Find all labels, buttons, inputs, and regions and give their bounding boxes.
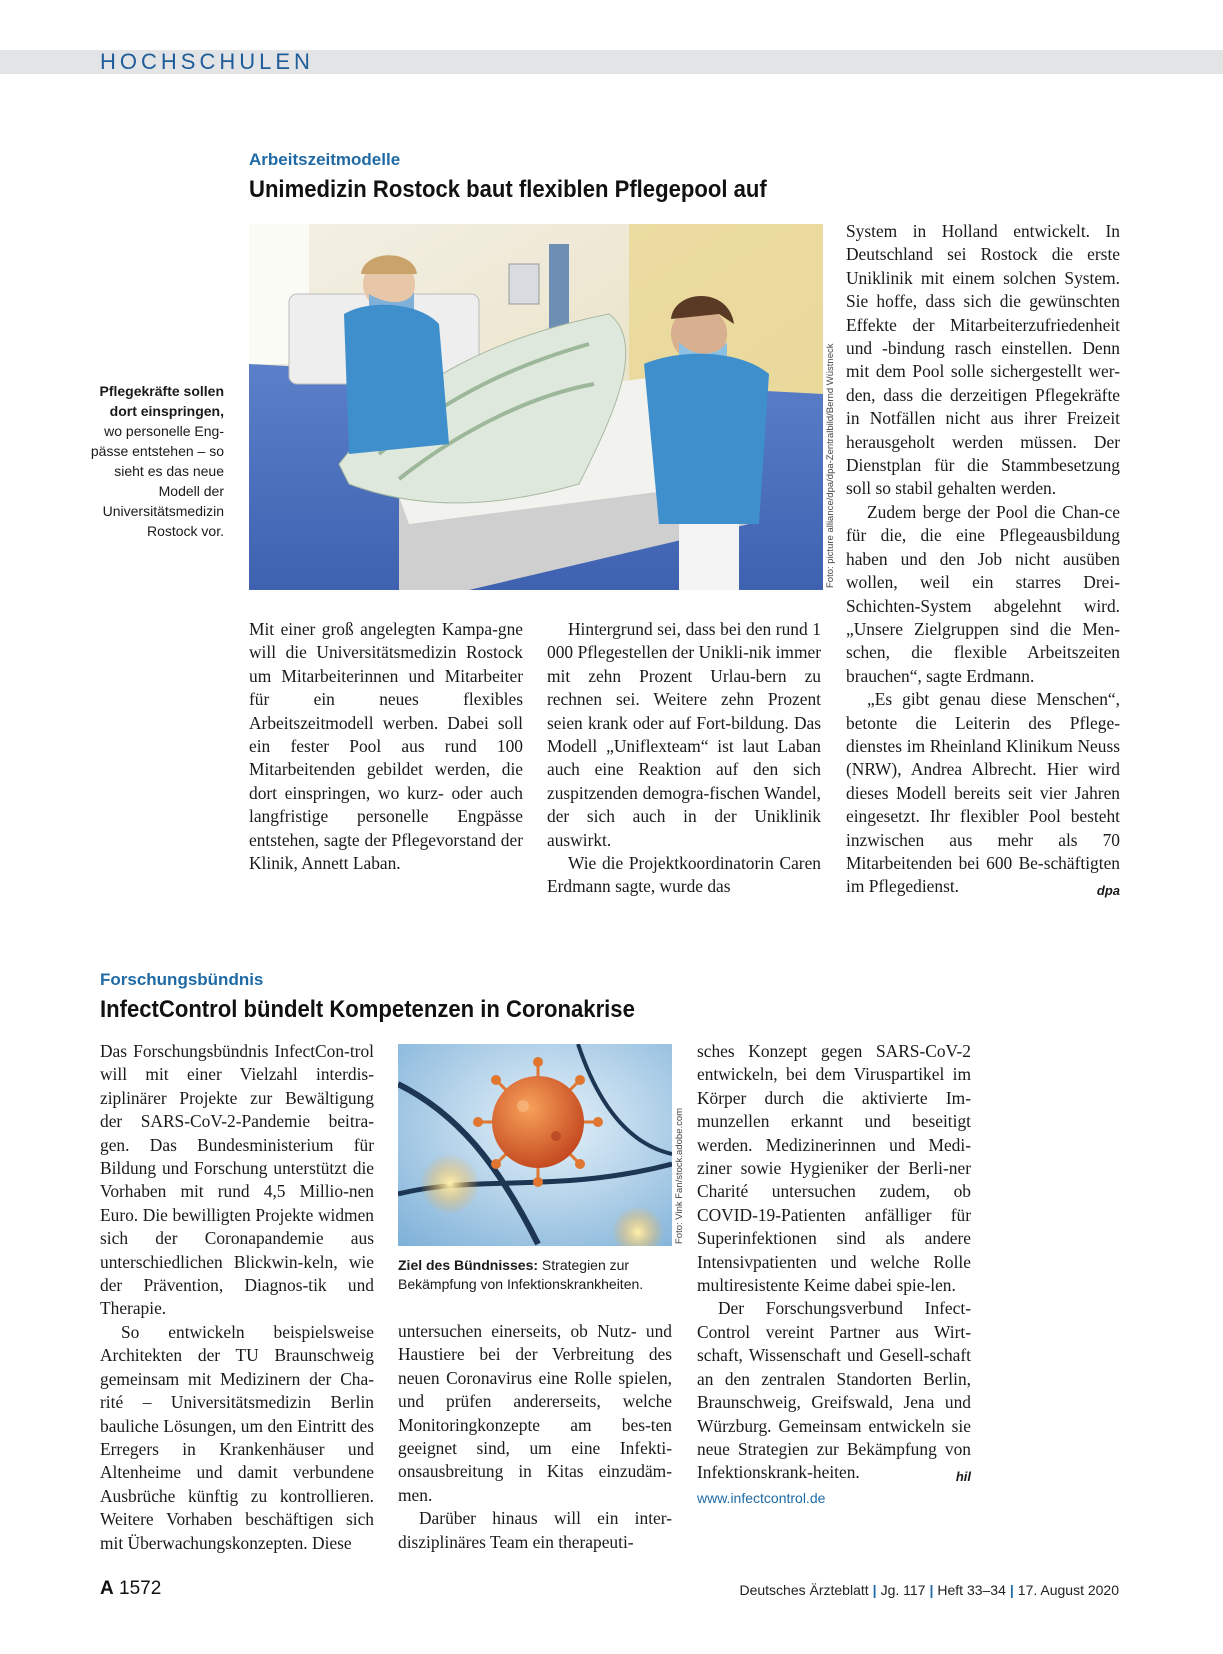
journal-date: 17. August 2020 bbox=[1017, 1582, 1119, 1598]
article1-title: Unimedizin Rostock baut flexiblen Pflegepool auf bbox=[249, 176, 767, 203]
paragraph: System in Holland entwickelt. In Deutschland sei Rostock die erste Uniklinik mit einem solchen System. Sie hoffe, dass sich die gewünschten Effekte der Mitarbeiterzufriedenheit und -bindung rasch einstellen. Denn mit dem Pool solle sichergestellt wer-den, dass die derzeitigen Pflegekräfte in Notfällen nicht aus ihrer Freizeit herausgeholt werden müssen. Der Dienstplan für die Stammbesetzung soll so stabil gehalten werden. bbox=[846, 221, 1120, 499]
article2-photo-caption bbox=[398, 1256, 672, 1294]
page-number bbox=[100, 1578, 161, 1600]
nurses-photo-illustration bbox=[249, 224, 823, 590]
paragraph: Das Forschungsbündnis InfectCon-trol will mit einer Vielzahl interdis-ziplinärer Projekte zur Bewältigung der SARS-CoV-2-Pandemie beitra-gen. Das Bundesministerium für Bildung und Forschung unterstützt die Vorhaben mit rund 4,5 Millio-nen Euro. Die bewilligten Projekte widmen sich der Coronapandemie aus unterschiedlichen Blickwin-keln, wie der Prävention, Diagnos-tik und Therapie. bbox=[100, 1041, 374, 1319]
article1-photo-credit: Foto: picture alliance/dpa/dpa-Zentralbild/Bernd Wüstneck bbox=[825, 343, 836, 588]
caption-text: Strategien zur Bekämpfung von Infektionskrankheiten. bbox=[398, 1257, 644, 1292]
article1-column-1 bbox=[249, 618, 523, 875]
article1-column-2 bbox=[547, 618, 821, 899]
article2-photo-credit: Foto: Vink Fan/stock.adobe.com bbox=[674, 1107, 685, 1244]
article2-column-2 bbox=[398, 1320, 672, 1554]
paragraph: sches Konzept gegen SARS-CoV-2 entwickeln, bei dem Viruspartikel im Körper durch die aktivierte Im-munzellen erkannt und beseitigt werden. Medizinerinnen und Medi-ziner sowie Hygieniker der Berli-ner Charité untersuchen zudem, ob COVID-19-Patienten anfälliger für Superinfektionen sind als andere Intensivpatienten und welche Rolle multiresistente Keime dabei spie-len. bbox=[697, 1041, 971, 1296]
section-label: HOCHSCHULEN bbox=[100, 49, 314, 74]
paragraph: Darüber hinaus will ein inter-disziplinäres Team ein therapeuti- bbox=[398, 1508, 672, 1552]
paragraph: Wie die Projektkoordinatorin Caren Erdmann sagte, wurde das bbox=[547, 853, 821, 897]
article1-photo-caption bbox=[90, 381, 224, 541]
article2-column-1 bbox=[100, 1040, 374, 1555]
virus-photo-illustration bbox=[398, 1044, 672, 1246]
article2-kicker: Forschungsbündnis bbox=[100, 970, 264, 989]
article2-title: InfectControl bündelt Kompetenzen in Coronakrise bbox=[100, 996, 635, 1023]
infectcontrol-link[interactable]: www.infectcontrol.de bbox=[697, 1489, 826, 1506]
article1-kicker: Arbeitszeitmodelle bbox=[249, 150, 401, 169]
paragraph: So entwickeln beispielsweise Architekten der TU Braunschweig gemeinsam mit Medizinern der Cha-rité – Universitätsmedizin Berlin bauliche Lösungen, um den Eintritt des Erregers in Krankenhäuser und Altenheime und damit verbundene Ausbrüche künftig zu kontrollieren. Weitere Vorhaben beschäftigen sich mit Überwachungskonzepten. Diese bbox=[100, 1321, 374, 1553]
nurses-photo bbox=[249, 224, 823, 590]
article1-column-3 bbox=[846, 220, 1120, 903]
article1-signature: dpa bbox=[1096, 883, 1120, 899]
paragraph bbox=[697, 1297, 971, 1484]
caption-bold: Ziel des Bündnisses: bbox=[398, 1257, 539, 1273]
journal-volume: Jg. 117 bbox=[880, 1582, 926, 1598]
paragraph: Hintergrund sei, dass bei den rund 1 000 Pflegestellen der Unikli-nik immer mit zehn Prozent Urlau-bern zu rechnen sei. Weitere zehn Prozent seien krank oder auf Fort-bildung. Das Modell „Uniflexteam“ ist laut Laban auch eine Reaktion auf den sich zuspitzenden demogra-fischen Wandel, der sich auch in der Uniklinik auswirkt. bbox=[547, 619, 821, 850]
journal-name: Deutsches Ärzteblatt bbox=[739, 1582, 869, 1598]
journal-issue: Heft 33–34 bbox=[937, 1582, 1006, 1598]
paragraph-text: „Es gibt genau diese Menschen“, betonte die Leiterin des Pflege-dienstes im Rheinland Klinikum Neuss (NRW), Andrea Albrecht. Hier wird dieses Modell bereits seit vier Jahren eingesetzt. Ihr flexibler Pool besteht inzwischen aus mehr als 70 Mitarbeitenden bei 600 Be-schäftigten im Pflegedienst. bbox=[846, 689, 1120, 897]
paragraph bbox=[846, 688, 1120, 899]
virus-photo bbox=[398, 1044, 672, 1246]
paragraph: Zudem berge der Pool die Chan-ce für die, die eine Pflegeausbildung haben und den Job nicht ausüben wollen, weil ein starres Drei-Schichten-System abgelehnt wird. „Unsere Zielgruppen sind die Men-schen, die flexible Arbeitszeiten brauchen“, sagte Erdmann. bbox=[846, 501, 1120, 686]
paragraph-text: Der Forschungsverbund Infect-Control vereint Partner aus Wirt-schaft, Wissenschaft und Gesell-schaft an den zentralen Standorten Berlin, Braunschweig, Greifswald, Jena und Würzburg. Gemeinsam entwickeln sie neue Strategien zur Bekämpfung von Infektionskrank-heiten. bbox=[697, 1298, 971, 1483]
journal-footer: Deutsches Ärzteblatt | Jg. 117 | Heft 33–34 | 17. August 2020 bbox=[739, 1582, 1119, 1598]
paragraph: Mit einer groß angelegten Kampa-gne will die Universitätsmedizin Rostock um Mitarbeiterinnen und Mitarbeiter für ein neues flexibles Arbeitszeitmodell werben. Dabei soll ein fester Pool aus rund 100 Mitarbeitenden gebildet werden, die dort einspringen, wo kurz- oder auch langfristige personelle Engpässe entstehen, sagte der Pflegevorstand der Klinik, Annett Laban. bbox=[249, 619, 523, 874]
page-prefix: A bbox=[100, 1578, 114, 1599]
page-number-value: 1572 bbox=[119, 1578, 162, 1599]
caption-bold: Pflegekräfte sollen dort einspringen, bbox=[99, 383, 224, 419]
paragraph: untersuchen einerseits, ob Nutz- und Haustiere bei der Verbreitung des neuen Coronavirus eine Rolle spielen, und prüfen andererseits, welche Monitoringkonzepte am bes-ten geeignet sind, um eine Infekti-onsausbreitung in Kitas einzudäm-men. bbox=[398, 1321, 672, 1505]
article2-signature: hil bbox=[955, 1469, 971, 1485]
caption-text: wo personelle Eng-pässe entstehen – so sieht es das neue Modell der Universitätsmedizin Rostock vor. bbox=[90, 423, 224, 539]
article2-column-3 bbox=[697, 1040, 971, 1510]
